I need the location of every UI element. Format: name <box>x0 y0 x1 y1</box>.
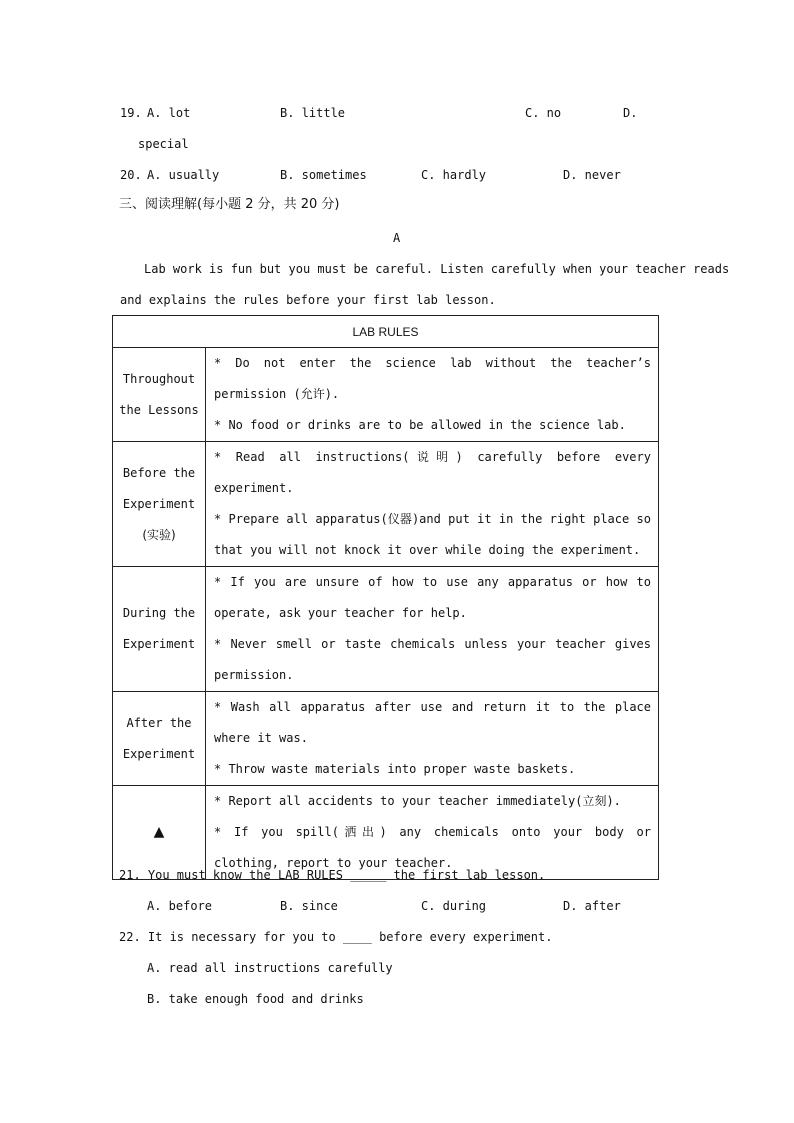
passage-line-1: Lab work is fun but you must be careful. Listen carefully when your teacher reads <box>144 262 730 276</box>
passage-label: A <box>393 231 401 245</box>
rule-item: * Wash all apparatus after use and return it to the place where it was. <box>214 700 651 745</box>
q21-option-a: A. before <box>147 899 213 913</box>
rule-item: * If you are unsure of how to use any apparatus or how to operate, ask your teacher for help. <box>214 575 651 620</box>
q22-option-b: B. take enough food and drinks <box>147 992 364 1006</box>
q19-option-b: B. little <box>280 106 346 120</box>
rule-item: * Prepare all apparatus(仪器)and put it in the right place so that you will not knock it over while doing the experiment. <box>214 512 651 557</box>
table-header: LAB RULES <box>113 316 659 348</box>
rule-item: * Throw waste materials into proper waste baskets. <box>214 762 576 776</box>
q19-option-a: A. lot <box>147 106 191 120</box>
q20-option-a: A. usually <box>147 168 220 182</box>
q21-option-c: C. during <box>421 899 487 913</box>
q22-option-a: A. read all instructions carefully <box>147 961 393 975</box>
q19-number: 19. <box>120 106 142 120</box>
row-label-line: Experiment <box>122 496 196 511</box>
q20-option-d: D. never <box>563 168 621 182</box>
q21-option-b: B. since <box>280 899 338 913</box>
row-content <box>206 692 659 786</box>
row-content <box>206 348 659 442</box>
q20-option-c: C. hardly <box>421 168 487 182</box>
row-content <box>206 567 659 692</box>
row-content <box>206 786 659 880</box>
rule-item: * Do not enter the science lab without the teacher’s permission (允许). <box>214 356 651 401</box>
row-label-line: (实验) <box>142 527 176 542</box>
rule-item: * If you spill(洒出) any chemicals onto your body or clothing, report to your teacher. <box>214 825 651 870</box>
q21-stem: 21. You must know the LAB RULES _____ the first lab lesson. <box>119 868 546 882</box>
row-label <box>113 348 206 442</box>
triangle-icon: ▲ <box>153 824 165 840</box>
row-label-line: Before the <box>122 465 196 480</box>
section-title: 三、阅读理解(每小题 2 分，共 20 分) <box>119 197 340 212</box>
rule-item: * Report all accidents to your teacher immediately(立刻). <box>214 794 621 808</box>
rule-item: * Never smell or taste chemicals unless your teacher gives permission. <box>214 637 651 682</box>
row-label-line: After the <box>126 715 192 730</box>
row-label <box>113 692 206 786</box>
q20-number: 20. <box>120 168 142 182</box>
table-row <box>113 786 659 880</box>
q19-option-c: C. no <box>525 106 562 120</box>
q20-option-b: B. sometimes <box>280 168 367 182</box>
passage-line-2: and explains the rules before your first lab lesson. <box>120 293 496 307</box>
row-label-line: the Lessons <box>119 402 199 417</box>
row-label-line: Throughout <box>122 371 196 386</box>
row-label-line: Experiment <box>122 637 196 651</box>
row-label <box>113 442 206 567</box>
q19-option-d-continued: special <box>138 137 189 151</box>
row-label-line: During the <box>122 606 196 620</box>
q22-stem: 22. It is necessary for you to ____ before every experiment. <box>119 930 553 944</box>
rule-item: * Read all instructions(说明) carefully before every experiment. <box>214 450 651 495</box>
row-label <box>113 567 206 692</box>
q21-option-d: D. after <box>563 899 621 913</box>
table-row <box>113 567 659 692</box>
rule-item: * No food or drinks are to be allowed in the science lab. <box>214 418 626 432</box>
row-label-line: Experiment <box>122 746 196 761</box>
row-content <box>206 442 659 567</box>
q19-option-d: D. <box>623 106 638 120</box>
row-label <box>113 786 206 880</box>
table-row <box>113 348 659 442</box>
lab-rules-table <box>112 315 659 880</box>
table-row <box>113 442 659 567</box>
table-row <box>113 692 659 786</box>
